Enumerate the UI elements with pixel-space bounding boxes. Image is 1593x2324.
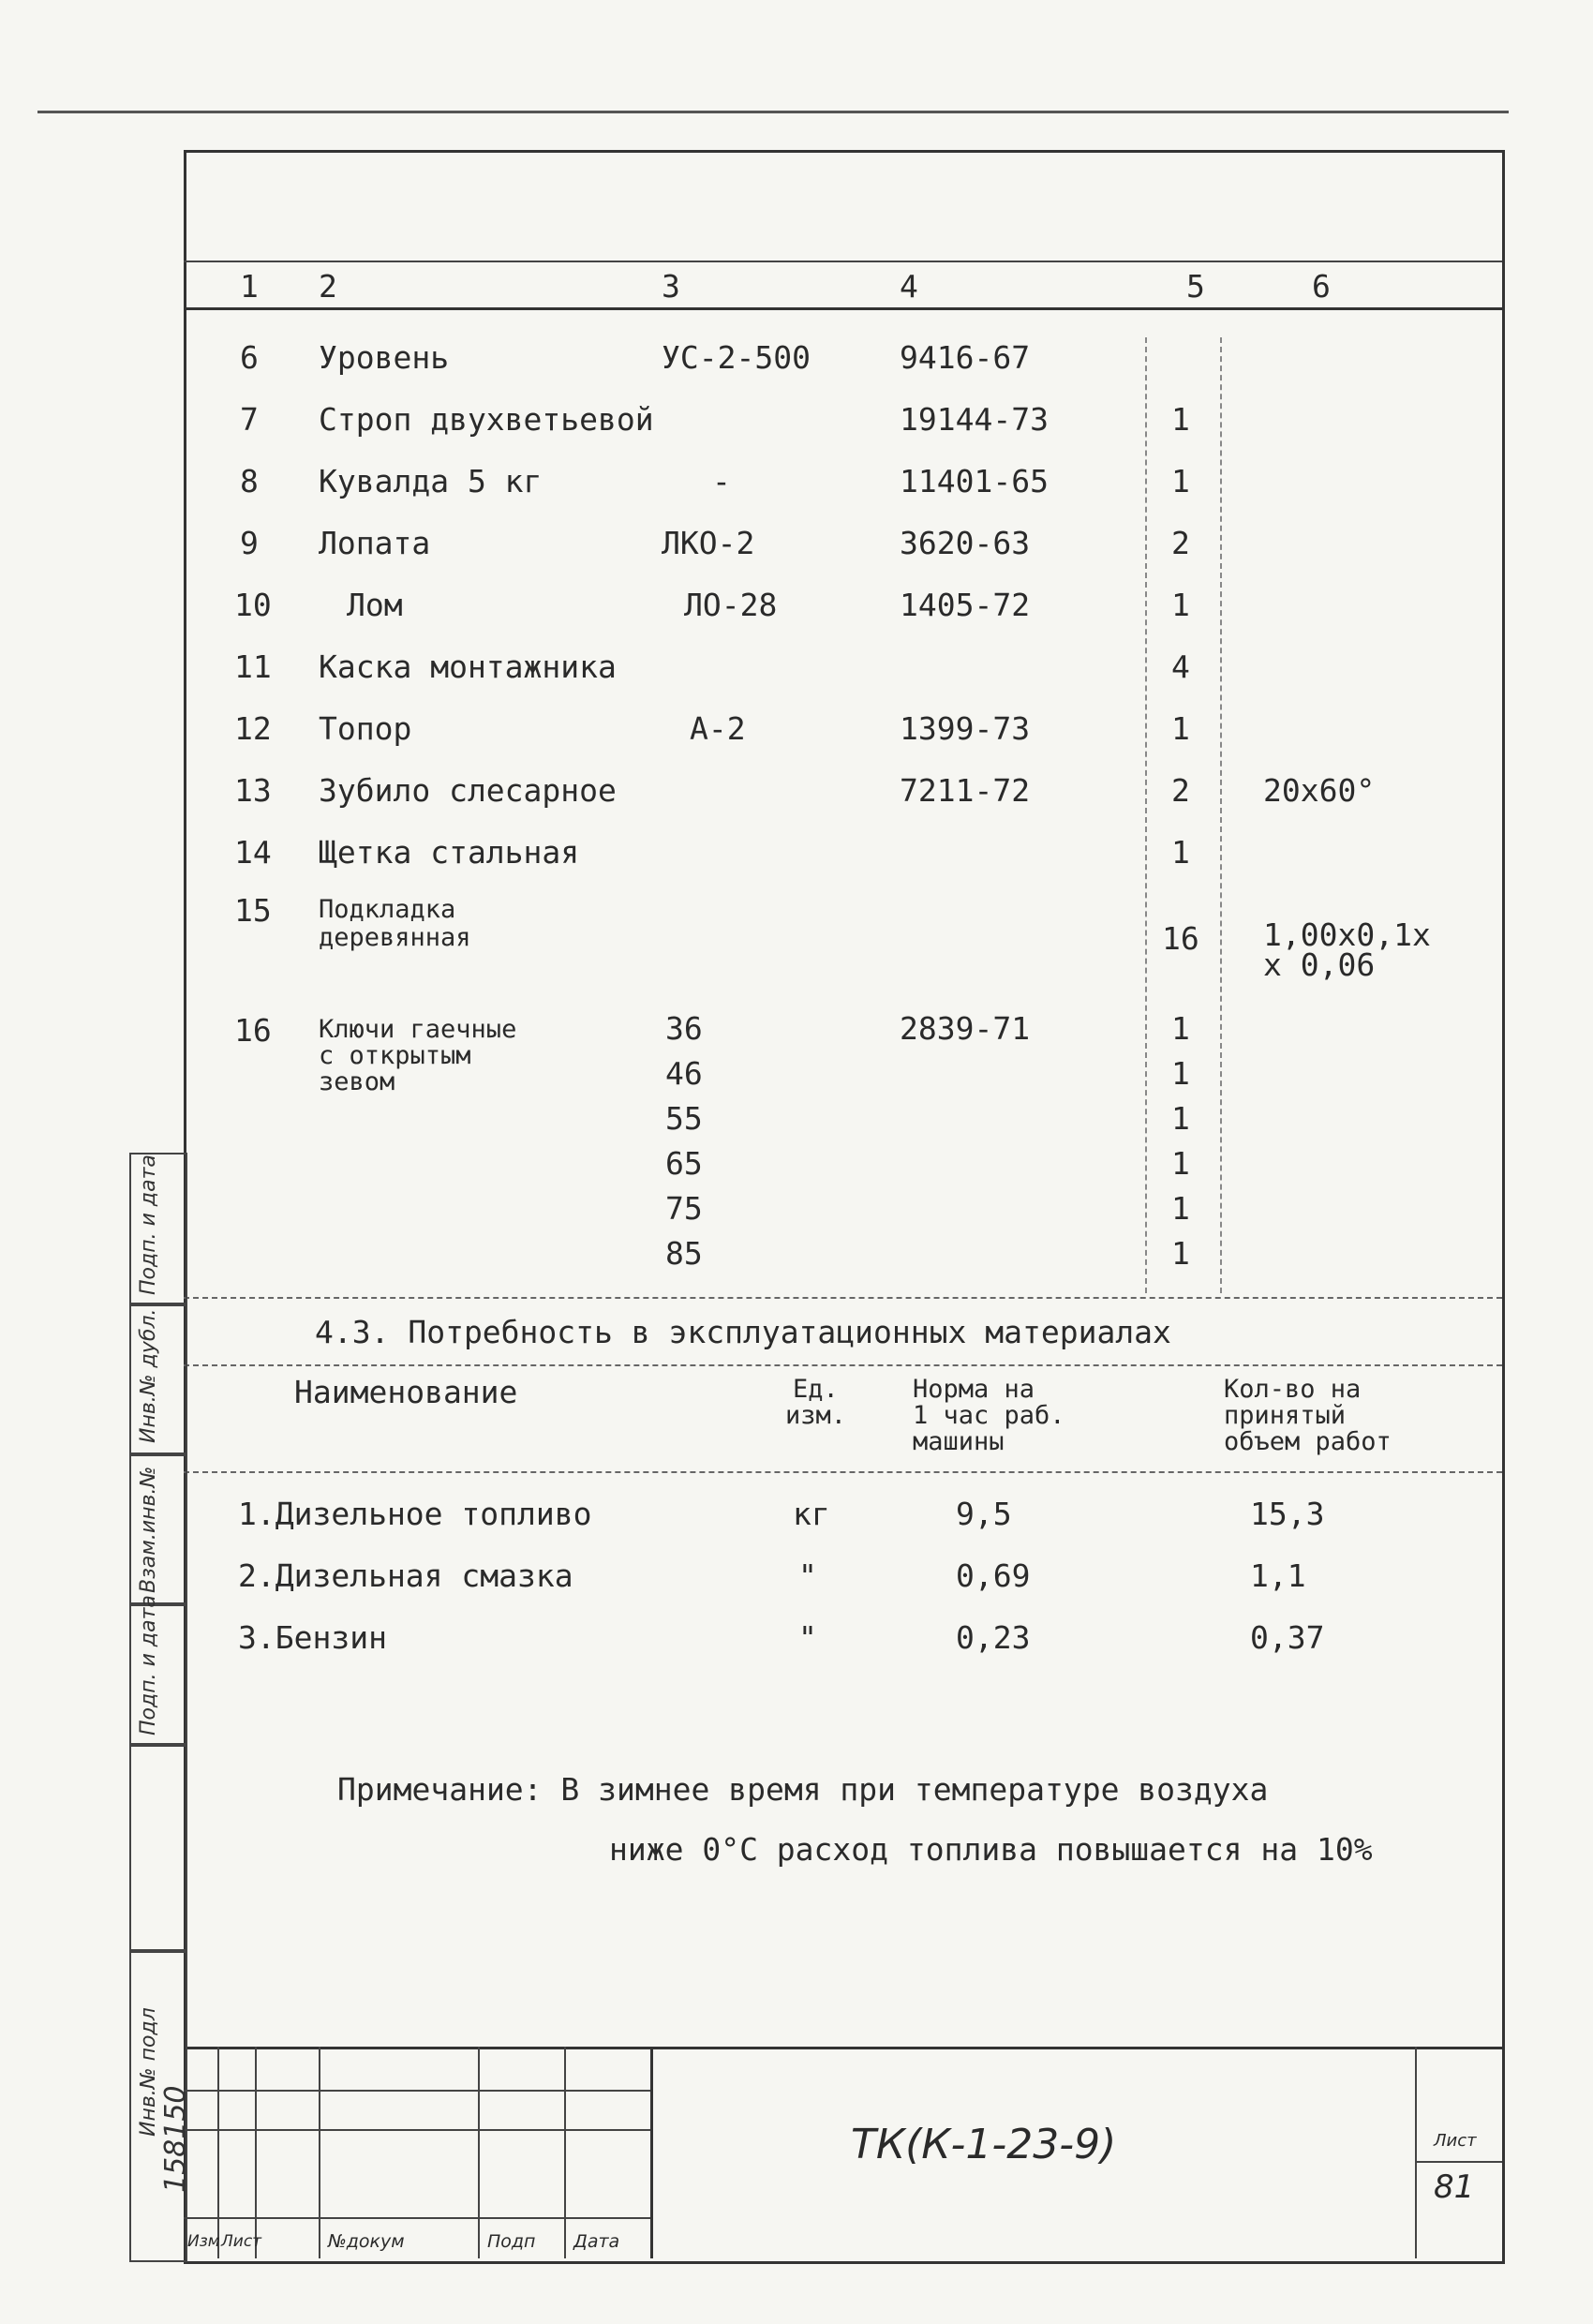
wrench-size: 85 xyxy=(665,1235,703,1272)
material-qty: 0,37 xyxy=(1250,1619,1325,1656)
materials-header-bottom-line xyxy=(184,1471,1502,1473)
tool-gost: 11401-65 xyxy=(900,463,1049,499)
materials-header-qty: Кол-во на xyxy=(1224,1375,1362,1404)
tool-no: 14 xyxy=(234,834,272,871)
tool-name: Зубило слесарное xyxy=(319,772,617,809)
section-header-line xyxy=(184,1364,1502,1366)
tool-note: 20х60° xyxy=(1263,772,1376,809)
wrench-size: 55 xyxy=(665,1100,703,1137)
tool-qty: 4 xyxy=(1171,648,1190,685)
tool-no: 12 xyxy=(234,710,272,747)
tool-gost: 3620-63 xyxy=(900,525,1031,561)
material-name: 2.Дизельная смазка xyxy=(238,1557,573,1594)
tool-no: 8 xyxy=(240,463,259,499)
tool-gost: 2839-71 xyxy=(900,1010,1031,1047)
side-label: Инв.№ подл xyxy=(137,2007,160,2137)
wrench-qty: 1 xyxy=(1171,1145,1190,1182)
stamp-col-line xyxy=(217,2047,219,2258)
tool-note-cont: х 0,06 xyxy=(1263,946,1376,983)
scan-edge-line xyxy=(37,111,1509,113)
side-label: Подп. и дата xyxy=(137,1155,160,1295)
tool-qty: 1 xyxy=(1171,587,1190,623)
wrench-qty: 1 xyxy=(1171,1100,1190,1137)
tool-gost: 9416-67 xyxy=(900,339,1031,376)
materials-header-norm-cont: машины xyxy=(913,1427,1005,1456)
tool-gost: 1399-73 xyxy=(900,710,1031,747)
section-separator xyxy=(184,1297,1502,1299)
stamp-col-line xyxy=(564,2047,566,2258)
tool-qty: 1 xyxy=(1171,401,1190,438)
tool-name: Топор xyxy=(319,710,412,747)
side-label: Инв.№ дубл. xyxy=(137,1308,160,1443)
tool-gost: 1405-72 xyxy=(900,587,1031,623)
header-bottom-line xyxy=(184,307,1502,310)
material-unit: " xyxy=(798,1557,817,1594)
column-number-2: 2 xyxy=(319,268,337,305)
materials-header-unit-cont: изм. xyxy=(785,1401,847,1430)
stamp-row-line xyxy=(184,2129,652,2131)
tool-no: 6 xyxy=(240,339,259,376)
tool-qty: 2 xyxy=(1171,772,1190,809)
stamp-sheet-line xyxy=(1415,2161,1502,2163)
stamp-row-line xyxy=(184,2217,652,2219)
material-qty: 15,3 xyxy=(1250,1496,1325,1532)
wrench-qty: 1 xyxy=(1171,1055,1190,1092)
wrench-qty: 1 xyxy=(1171,1235,1190,1272)
materials-header-norm-cont: 1 час раб. xyxy=(913,1401,1065,1430)
tool-name-cont: с открытым xyxy=(319,1041,471,1070)
stamp-col-line xyxy=(255,2047,257,2258)
stamp-col-label: Подп xyxy=(487,2231,536,2252)
tool-mark: - xyxy=(712,463,731,499)
tool-name-cont: зевом xyxy=(319,1067,395,1096)
materials-header-norm: Норма на xyxy=(913,1375,1035,1404)
tool-mark: УС-2-500 xyxy=(662,339,811,376)
tool-qty: 1 xyxy=(1171,710,1190,747)
stamp-col-line xyxy=(1415,2047,1417,2258)
wrench-size: 75 xyxy=(665,1190,703,1227)
column-number-5: 5 xyxy=(1186,268,1205,305)
tool-name: Кувалда 5 кг xyxy=(319,463,543,499)
tool-name: Строп двухветьевой xyxy=(319,401,654,438)
tool-name: Подкладка xyxy=(319,895,456,924)
column-number-3: 3 xyxy=(662,268,680,305)
tools-col-divider xyxy=(1220,337,1222,1293)
note-line-1: Примечание: В зимнее время при температуре воздуха xyxy=(337,1771,1269,1808)
tool-no: 9 xyxy=(240,525,259,561)
materials-header-name: Наименование xyxy=(294,1374,518,1410)
tool-name: Лом xyxy=(347,587,403,623)
tool-no: 7 xyxy=(240,401,259,438)
wrench-size: 46 xyxy=(665,1055,703,1092)
inventory-number: 158150 xyxy=(159,2085,192,2193)
tool-name: Щетка стальная xyxy=(319,834,580,871)
stamp-col-label: Дата xyxy=(573,2231,620,2252)
material-norm: 0,23 xyxy=(956,1619,1031,1656)
stamp-top-line xyxy=(184,2047,1502,2049)
column-number-6: 6 xyxy=(1312,268,1331,305)
side-label: Подп. и дата xyxy=(137,1595,160,1736)
wrench-qty: 1 xyxy=(1171,1190,1190,1227)
tool-gost: 7211-72 xyxy=(900,772,1031,809)
tool-no: 15 xyxy=(234,892,272,929)
tool-mark: ЛКО-2 xyxy=(662,525,755,561)
tool-no: 10 xyxy=(234,587,272,623)
tool-name: Каска монтажника xyxy=(319,648,617,685)
stamp-col-label: №докум xyxy=(328,2231,405,2252)
tool-no: 13 xyxy=(234,772,272,809)
material-name: 1.Дизельное топливо xyxy=(238,1496,592,1532)
tool-note: 1,00х0,1х xyxy=(1263,916,1431,953)
column-number-1: 1 xyxy=(240,268,259,305)
wrench-size: 65 xyxy=(665,1145,703,1182)
material-qty: 1,1 xyxy=(1250,1557,1306,1594)
tool-no: 11 xyxy=(234,648,272,685)
materials-header-qty-cont: принятый xyxy=(1224,1401,1347,1430)
note-line-2: ниже 0°С расход топлива повышается на 10% xyxy=(609,1831,1373,1868)
stamp-col-line xyxy=(650,2047,653,2258)
document-code: ТК(К-1-23-9) xyxy=(851,2121,1117,2168)
tool-qty: 1 xyxy=(1171,463,1190,499)
tool-mark: А-2 xyxy=(690,710,746,747)
side-label: Взам.инв.№ xyxy=(137,1466,160,1593)
tool-mark: ЛО-28 xyxy=(684,587,778,623)
wrench-size: 36 xyxy=(665,1010,703,1047)
wrench-qty: 1 xyxy=(1171,1010,1190,1047)
tools-col-divider xyxy=(1145,337,1147,1293)
tool-qty: 2 xyxy=(1171,525,1190,561)
tool-qty: 16 xyxy=(1162,920,1199,957)
stamp-row-line xyxy=(184,2090,652,2092)
tool-name: Лопата xyxy=(319,525,431,561)
sheet-label: Лист xyxy=(1434,2131,1477,2151)
header-top-line xyxy=(184,261,1502,262)
material-norm: 0,69 xyxy=(956,1557,1031,1594)
stamp-col-label: Изм xyxy=(187,2232,220,2251)
material-name: 3.Бензин xyxy=(238,1619,387,1656)
tool-gost: 19144-73 xyxy=(900,401,1049,438)
sheet-number: 81 xyxy=(1434,2168,1475,2206)
stamp-col-label: Лист xyxy=(221,2232,262,2251)
side-box xyxy=(129,1743,187,1953)
column-number-4: 4 xyxy=(900,268,918,305)
materials-header-unit: Ед. xyxy=(793,1375,839,1404)
material-unit: " xyxy=(798,1619,817,1656)
tool-name: Ключи гаечные xyxy=(319,1015,517,1044)
tool-no: 16 xyxy=(234,1012,272,1049)
tool-name-cont: деревянная xyxy=(319,923,471,952)
materials-header-qty-cont: объем работ xyxy=(1224,1427,1392,1456)
tool-qty: 1 xyxy=(1171,834,1190,871)
stamp-col-line xyxy=(319,2047,320,2258)
material-unit: кг xyxy=(793,1496,830,1532)
stamp-col-line xyxy=(478,2047,480,2258)
material-norm: 9,5 xyxy=(956,1496,1012,1532)
tool-name: Уровень xyxy=(319,339,450,376)
section-title: 4.3. Потребность в эксплуатационных материалах xyxy=(315,1314,1171,1350)
